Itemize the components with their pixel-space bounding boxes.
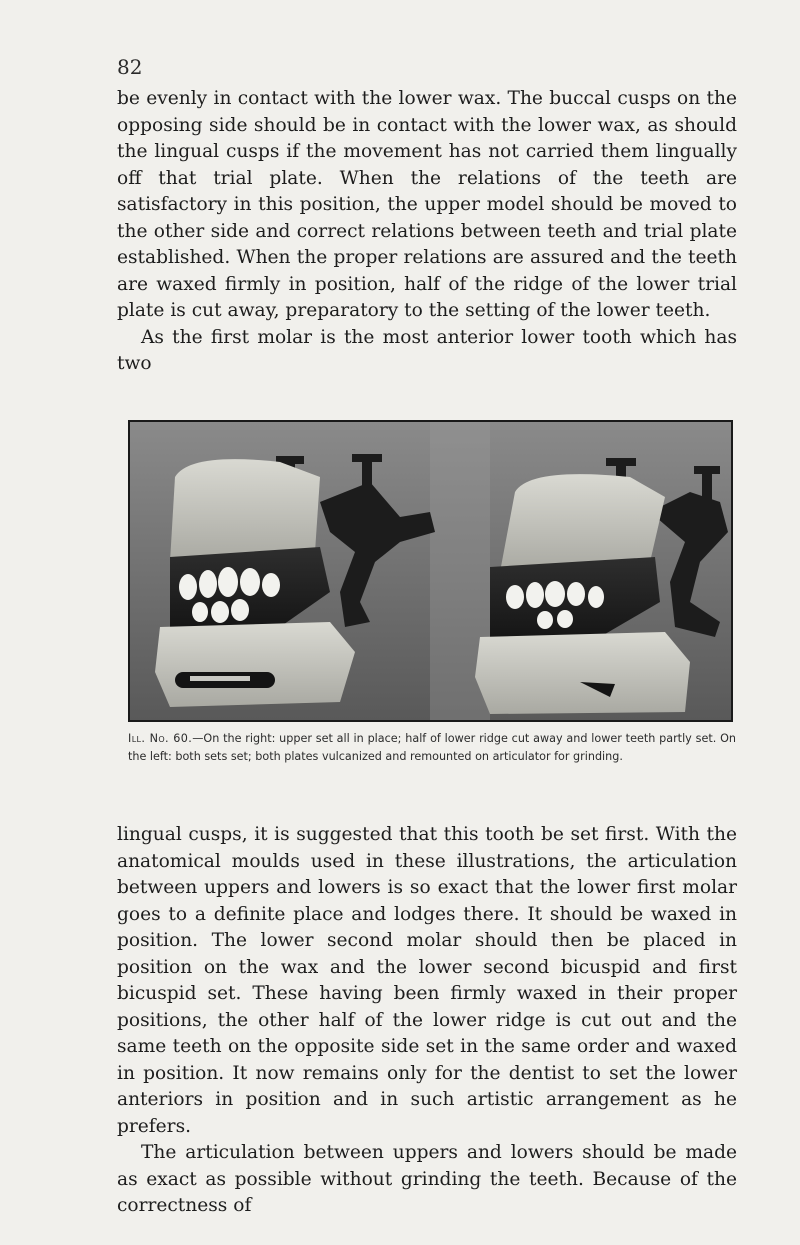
paragraph: The articulation between uppers and lowers should be made as exact as possible without grinding the teeth. Because of the correctness of <box>117 1142 737 1216</box>
caption-text: —On the right: upper set all in place; half of lower ridge cut away and lower teeth partly set. On the left: both sets set; both plates vulcanized and remounted on articulator for grinding. <box>128 732 736 763</box>
page-number: 82 <box>117 55 143 79</box>
illustration-plate <box>128 420 733 722</box>
figure-caption <box>128 730 736 765</box>
body-text-top <box>117 86 737 378</box>
caption-lead: Ill. No. 60. <box>128 732 193 745</box>
dental-articulator-photo <box>130 422 731 720</box>
body-text-bottom <box>117 822 737 1220</box>
paragraph: As the first molar is the most anterior lower tooth which has two <box>117 326 737 374</box>
paragraph: be evenly in contact with the lower wax. The buccal cusps on the opposing side should be in contact with the lower wax, as should the lingual cusps if the movement has not carried them lingually off that trial plate. When the relations of the teeth are satisfactory in this position, the upper model should be moved to the other side and correct relations between teeth and trial plate established. When the proper relations are assured and the teeth are waxed firmly in position, half of the ridge of the lower trial plate is cut away, preparatory to the setting of the lower teeth. <box>117 88 737 321</box>
paragraph: lingual cusps, it is suggested that this tooth be set first. With the anatomical moulds used in these illustrations, the articulation between uppers and lowers is so exact that the lower first molar goes to a definite place and lodges there. It should be waxed in position. The lower second molar should then be placed in position on the wax and the lower second bicuspid and first bicuspid set. These having been firmly waxed in their proper positions, the other half of the lower ridge is cut out and the same teeth on the opposite side set in the same order and waxed in position. It now remains only for the dentist to set the lower anteriors in position and in such artistic arrangement as he prefers. <box>117 824 737 1137</box>
